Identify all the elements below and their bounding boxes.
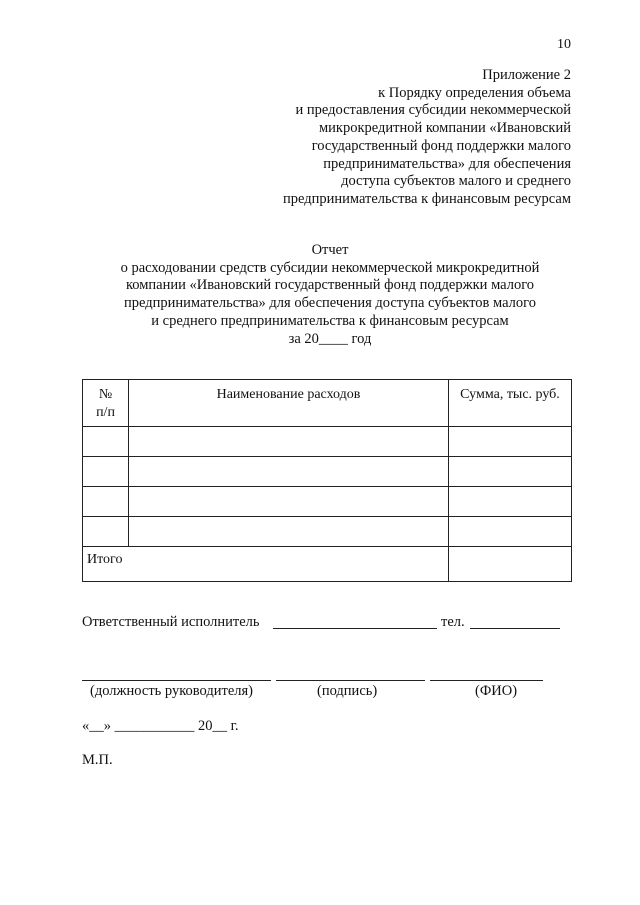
date-line: «__» ___________ 20__ г. xyxy=(82,718,239,734)
position-caption: (должность руководителя) xyxy=(90,683,253,699)
phone-label: тел. xyxy=(441,614,465,630)
signature-caption: (подпись) xyxy=(317,683,378,699)
header-expense-name: Наименование расходов xyxy=(129,380,449,427)
cell[interactable] xyxy=(83,517,129,547)
appendix-line: Приложение 2 xyxy=(482,67,571,83)
appendix-line: предпринимательства» для обеспечения xyxy=(323,155,571,172)
cell[interactable] xyxy=(449,487,572,517)
title-line: компании «Ивановский государственный фонд поддержки малого xyxy=(125,277,535,294)
title-line: о расходовании средств субсидии некоммерческой микрокредитной xyxy=(120,259,540,276)
table-total-row xyxy=(83,547,572,582)
signature-field[interactable] xyxy=(276,680,425,681)
cell[interactable] xyxy=(129,427,449,457)
table-row xyxy=(83,427,572,457)
appendix-line: доступа субъектов малого и среднего xyxy=(341,173,571,190)
total-sum-cell[interactable] xyxy=(449,547,572,582)
header-number: № п/п xyxy=(83,380,129,427)
cell[interactable] xyxy=(129,457,449,487)
title-year: за 20____ год xyxy=(288,330,372,347)
title-line: и среднего предпринимательства к финансовым ресурсам xyxy=(151,312,509,329)
appendix-line: и предоставления субсидии некоммерческой xyxy=(295,102,571,119)
fio-caption: (ФИО) xyxy=(475,683,518,699)
total-label: Итого xyxy=(83,547,449,582)
expense-table xyxy=(82,379,572,582)
title-line: предпринимательства» для обеспечения доступа субъектов малого xyxy=(124,295,536,312)
appendix-line: к Порядку определения объема xyxy=(378,84,571,101)
table-row xyxy=(83,517,572,547)
report-title xyxy=(80,242,580,348)
phone-field[interactable] xyxy=(470,628,560,629)
cell[interactable] xyxy=(449,517,572,547)
position-field[interactable] xyxy=(82,680,271,681)
table-row xyxy=(83,487,572,517)
appendix-line: микрокредитной компании «Ивановский xyxy=(318,120,571,137)
header-sum: Сумма, тыс. руб. xyxy=(449,380,572,427)
fio-field[interactable] xyxy=(430,680,543,681)
appendix-line: государственный фонд поддержки малого xyxy=(311,137,571,154)
cell[interactable] xyxy=(449,457,572,487)
page-number: 10 xyxy=(557,37,571,52)
cell[interactable] xyxy=(129,517,449,547)
table-row xyxy=(83,457,572,487)
responsible-field[interactable] xyxy=(273,628,437,629)
cell[interactable] xyxy=(129,487,449,517)
cell[interactable] xyxy=(83,487,129,517)
cell[interactable] xyxy=(449,427,572,457)
cell[interactable] xyxy=(83,427,129,457)
stamp-label: М.П. xyxy=(82,752,113,768)
responsible-label: Ответственный исполнитель xyxy=(82,614,260,630)
table-header-row xyxy=(83,380,572,427)
cell[interactable] xyxy=(83,457,129,487)
title-heading: Отчет xyxy=(311,242,349,258)
appendix-block xyxy=(211,67,571,209)
appendix-line: предпринимательства к финансовым ресурсам xyxy=(282,190,571,207)
